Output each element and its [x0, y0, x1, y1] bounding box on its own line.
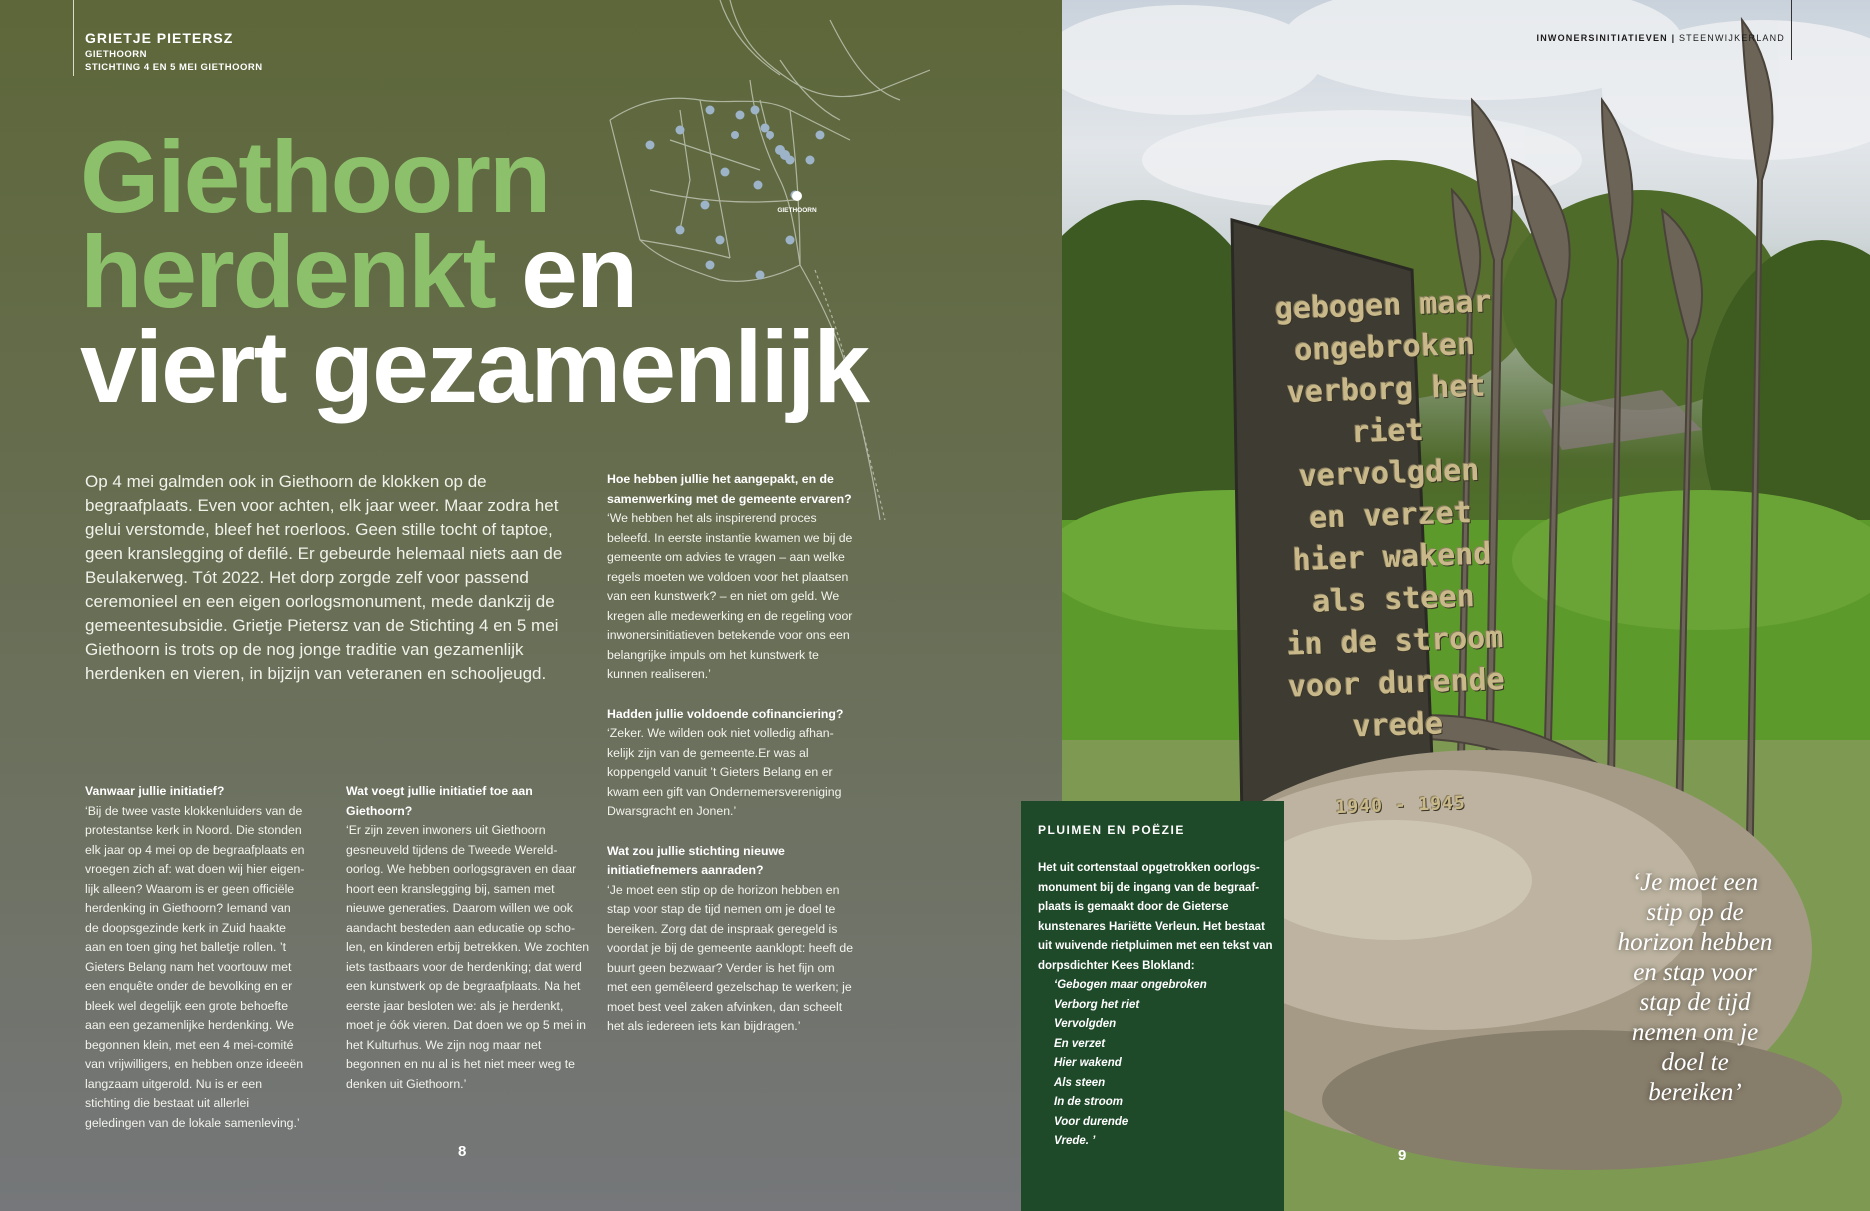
- title-line-2-white: en: [494, 215, 637, 329]
- title-line-3: viert gezamenlijk: [80, 310, 869, 424]
- author-name: GRIETJE PIETERSZ: [85, 30, 234, 46]
- sidebar-body: [1038, 859, 1274, 1152]
- title-line-1: Giethoorn: [80, 120, 550, 234]
- inscription-line: hier wakend: [1292, 536, 1492, 579]
- inscription-line: verborg het riet: [1286, 368, 1487, 451]
- intro-paragraph: Op 4 mei galmden ook in Giethoorn de klokken op de begraafplaats. Even voor achten, elk jaar weer. Maar zodra het gelui verstomde, bleef het roerloos. Geen stille tocht of taptoe, geen kranslegging of defilé. Er gebeurde helemaal niets aan de Beulakerweg. Tót 2022. Het dorp zorgde zelf voor passend ceremonieel en een eigen oorlogsmonument, mede dankzij de gemeentesubsidie. Grietje Pietersz van de Stichting 4 en 5 mei Giethoorn is trots op de nog jonge traditie van gezamenlijk herdenken en vieren, in bijzijn van veteranen en schooljeugd.: [85, 472, 563, 683]
- inscription-line: in de stroom: [1286, 620, 1504, 663]
- inscription-line: gebogen maar: [1274, 284, 1493, 327]
- poem-line: Vervolgden: [1054, 1018, 1117, 1030]
- poem-line: Voor durende: [1054, 1115, 1129, 1128]
- sidebar-text: Het uit cortenstaal opgetrokken oorlogsmonument bij de ingang van de begraafplaats is gemaakt door de Gieterse kunstenares Hariëtte Verleun. Het bestaat uit wuivende rietpluimen met een tekst van dorpsdichter Kees Blokland:: [1038, 862, 1273, 972]
- poem-line: ‘Gebogen maar ongebroken: [1054, 979, 1207, 991]
- answer: ‘Zeker. We wilden ook niet volledig afhankelijk zijn van de gemeente.Er was al koppengeld vanuit ’t Gieters Belang en er kwam een gift van Ondernemersvereniging Dwarsgracht en Jonen.’: [607, 726, 842, 818]
- question: Vanwaar jullie initiatief?: [85, 784, 225, 798]
- pull-quote: ‘Je moet een stip op de horizon hebben en stap voor stap de tijd nemen om je doel te bereiken’: [1617, 869, 1773, 1106]
- answer: ‘We hebben het als inspirerend proces beleefd. In eerste instantie kwamen we bij de gemeente om advies te vragen – aan welke regels moeten we voldoen voor het plaatsen van een kunstwerk? – en niet om geld. We kregen alle medewerking en de regeling voor inwonersinitiatieven betekende voor ons een belangrijke impuls om het kunstwerk te kunnen realiseren.’: [607, 511, 853, 681]
- header-rule: [1791, 0, 1792, 60]
- inscription-line: als steen: [1311, 579, 1476, 620]
- answer: ‘Je moet een stip op de horizon hebben en stap voor stap de tijd nemen om je doel te bereiken. Zorg dat de inspraak geregeld is voordat je bij de gemeente aanklopt: heeft de buurt geen bezwaar? Verder is het fijn om met een gemêleerd gezelschap te werken; je moet best veel zaken afvinken, dan scheelt het als iedereen iets kan bijdragen.’: [607, 882, 854, 1033]
- inscription-years: 1940 - 1945: [1335, 792, 1467, 819]
- answer: ‘Bij de twee vaste klokkenluiders van de protestantse kerk in Noord. Die stonden elk jaar op 4 mei op de begraafplaats en vroegen zich af: wat doen wij hier eigenlijk alleen? Waarom is er geen officiële herdenking in Giethoorn? Iemand van de doopsgezinde kerk in Zuid haakte aan en toen ging het balletje rollen. ’t Gieters Belang nam het voortouw met een enquête onder de bevolking en er bleek wel degelijk een grote behoefte aan een gezamenlijke herdenking. We begonnen klein, met een 4 mei-comité van vrijwilligers, en hebben onze ideeën langzaam uitgerold. Nu is er een stichting die bestaat uit allerlei geledingen van de lokale samenleving.’: [85, 803, 305, 1130]
- author-organisation: STICHTING 4 EN 5 MEI GIETHOORN: [85, 62, 263, 73]
- question: Wat voegt jullie initiatief toe aan Giethoorn?: [346, 784, 533, 818]
- page-number-right: 9: [1398, 1147, 1407, 1164]
- article-title: [80, 120, 869, 424]
- column-1: [85, 782, 305, 1133]
- running-head: [1537, 33, 1785, 43]
- running-head-region: STEENWIJKERLAND: [1678, 33, 1785, 43]
- poem-line: En verzet: [1054, 1037, 1106, 1050]
- sidebar-title: PLUIMEN EN POËZIE: [1038, 823, 1185, 837]
- question: Wat zou jullie stichting nieuwe initiatiefnemers aanraden?: [607, 843, 785, 877]
- poem-line: Als steen: [1054, 1076, 1106, 1089]
- answer: ‘Er zijn zeven inwoners uit Giethoorn gesneuveld tijdens de Tweede Wereldoorlog. We hebben oorlogsgraven en daar hoort een kranslegging bij, samen met nieuwe generaties. Daarom willen we ook aandacht besteden aan educatie op scholen, en kinderen erbij betrekken. We zochten iets tastbaars voor de herdenking; dat werd een kunstwerk op de begraafplaats. Na het eerste jaar besloten we: als je herdenkt, moet je óók vieren. Dat doen we op 5 mei in het Kulturhus. We zijn nog maar net begonnen en nu al is het niet meer weg te denken uit Giethoorn.’: [346, 823, 590, 1091]
- question: Hadden jullie voldoende cofinanciering?: [607, 706, 844, 721]
- inscription-line: voor durende: [1287, 662, 1506, 705]
- poem-line: In de stroom: [1054, 1096, 1124, 1108]
- page-number-left: 8: [458, 1143, 467, 1160]
- title-line-2-green: herdenkt: [80, 215, 495, 329]
- author-place: GIETHOORN: [85, 49, 148, 60]
- column-2: [346, 782, 590, 1094]
- running-head-separator: |: [1671, 33, 1676, 43]
- poem-line: Verborg het riet: [1054, 998, 1140, 1011]
- question: Hoe hebben jullie het aangepakt, en de samenwerking met de gemeente ervaren?: [607, 472, 852, 506]
- inscription-line: ongebroken: [1293, 326, 1476, 369]
- poem: [1038, 976, 1274, 1152]
- byline: [85, 30, 263, 74]
- poem-line: Hier wakend: [1054, 1057, 1122, 1069]
- inscription-line: vervolgden: [1298, 452, 1480, 495]
- byline-rule: [73, 0, 74, 76]
- inscription-line: en verzet: [1308, 495, 1473, 536]
- inscription-line: vrede: [1352, 706, 1444, 745]
- sidebar-box: [1021, 801, 1284, 1211]
- running-head-section: INWONERSINITIATIEVEN: [1536, 33, 1668, 43]
- column-3: [607, 470, 855, 1037]
- monument-inscription: [1253, 281, 1532, 832]
- map-label: GIETHOORN: [777, 207, 817, 214]
- poem-line: Vrede. ’: [1054, 1135, 1096, 1147]
